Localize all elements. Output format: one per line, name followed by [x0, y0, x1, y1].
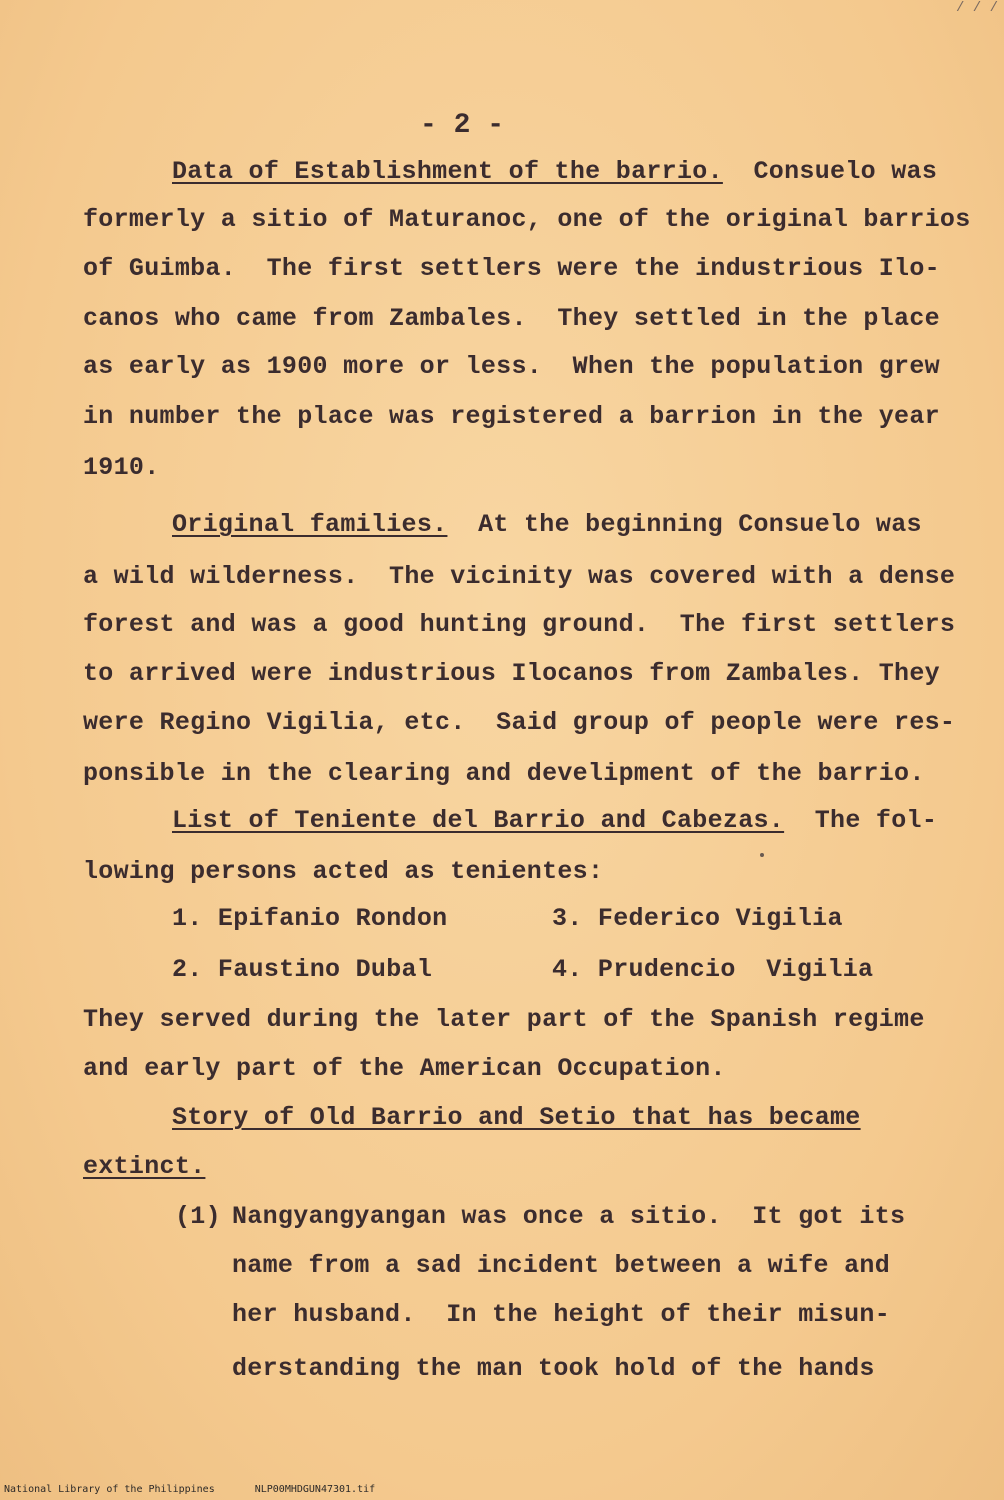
teniente-item: 1. Epifanio Rondon: [172, 904, 448, 933]
scan-footer: [4, 1484, 415, 1495]
corner-mark: / / /: [955, 0, 998, 16]
ink-speck: [760, 853, 764, 857]
para4-line1: name from a sad incident between a wife and: [232, 1251, 891, 1280]
para2-first-line: [172, 510, 922, 540]
para2-heading: Original families.: [172, 510, 448, 539]
para3-line1: lowing persons acted as tenientes:: [83, 857, 604, 886]
para1-line0: Consuelo was: [753, 157, 938, 186]
para3-line0: The fol-: [814, 806, 938, 835]
para1-line3: canos who came from Zambales. They settled in the place: [83, 304, 940, 333]
para1-line4: as early as 1900 more or less. When the population grew: [83, 352, 940, 381]
para4-line2: her husband. In the height of their misun-: [232, 1300, 891, 1329]
para3-line2: They served during the later part of the Spanish regime: [83, 1005, 925, 1034]
para2-line4: were Regino Vigilia, etc. Said group of people were res-: [83, 708, 956, 737]
para3-heading: List of Teniente del Barrio and Cabezas.: [172, 806, 785, 835]
para3-line3: and early part of the American Occupation.: [83, 1054, 726, 1083]
para1-first-line: [172, 157, 937, 187]
para3-first-line: [172, 806, 937, 836]
para2-line0: At the beginning Consuelo was: [478, 510, 922, 539]
para2-line2: forest and was a good hunting ground. The first settlers: [83, 610, 956, 639]
para4-line3: derstanding the man took hold of the hands: [232, 1354, 875, 1383]
teniente-item: 2. Faustino Dubal: [172, 955, 433, 984]
para1-heading: Data of Establishment of the barrio.: [172, 157, 723, 186]
teniente-item: 4. Prudencio Vigilia: [552, 955, 874, 984]
para1-line2: of Guimba. The first settlers were the industrious Ilo-: [83, 254, 940, 283]
story-item-number: (1): [175, 1202, 221, 1231]
para4-heading-line2: extinct.: [83, 1152, 206, 1181]
para1-line5: in number the place was registered a barrion in the year: [83, 402, 940, 431]
para2-line3: to arrived were industrious Ilocanos from Zambales. They: [83, 659, 940, 688]
para2-line5: ponsible in the clearing and develipment of the barrio.: [83, 759, 925, 788]
page-number: - 2 -: [420, 110, 505, 141]
footer-library: National Library of the Philippines: [4, 1484, 215, 1495]
para2-line1: a wild wilderness. The vicinity was covered with a dense: [83, 562, 956, 591]
para4-heading-line1: Story of Old Barrio and Setio that has became: [172, 1103, 861, 1132]
teniente-item: 3. Federico Vigilia: [552, 904, 843, 933]
footer-filename: NLP00MHDGUN47301.tif: [254, 1484, 376, 1495]
para1-line1: formerly a sitio of Maturanoc, one of the original barrios: [83, 205, 971, 234]
para1-line6: 1910.: [83, 453, 160, 482]
para4-line0: Nangyangyangan was once a sitio. It got its: [232, 1202, 906, 1231]
